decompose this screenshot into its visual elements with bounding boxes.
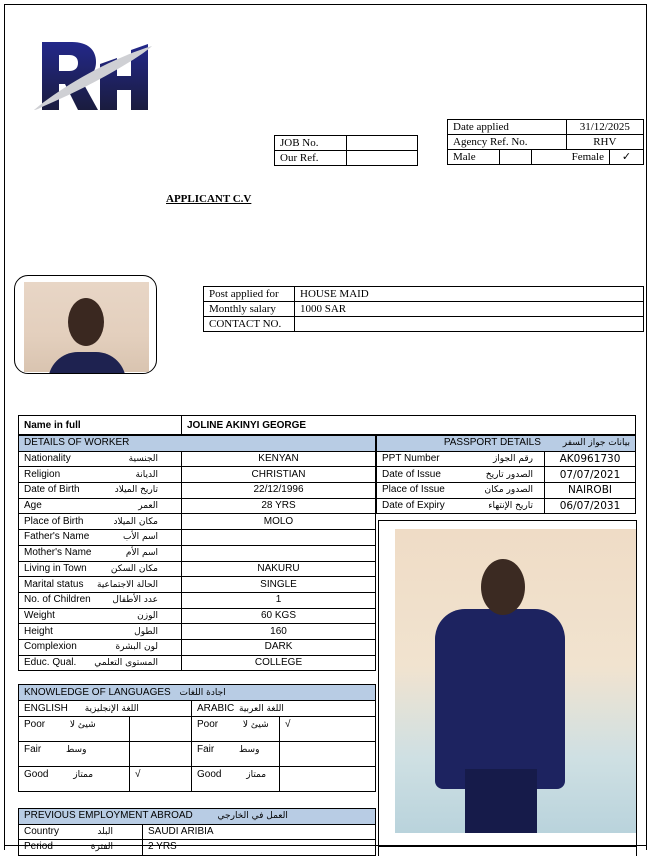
our-ref-value[interactable]: [347, 151, 418, 166]
our-ref-label: Our Ref.: [275, 151, 347, 166]
passport-table: [376, 435, 636, 514]
field-label-en: Living in Town: [24, 562, 87, 574]
field-label-en: Nationality: [24, 453, 71, 465]
language-level-row: [19, 717, 376, 742]
worker-field-label: [19, 592, 182, 608]
worker-field-label: [19, 530, 182, 546]
worker-field-value[interactable]: SINGLE: [182, 577, 376, 593]
worker-field-label: [19, 545, 182, 561]
level-en: Good: [24, 769, 49, 780]
level-ar: وسط: [239, 745, 260, 755]
rh-logo: [32, 36, 154, 116]
employment-field-value[interactable]: SAUDI ARIBIA: [143, 824, 376, 840]
languages-header-en: KNOWLEDGE OF LANGUAGES: [24, 686, 171, 698]
worker-row: [19, 483, 376, 499]
level-en: Good: [197, 769, 222, 780]
arabic-level-checkbox[interactable]: √: [280, 717, 376, 742]
date-applied-label: Date applied: [448, 120, 567, 135]
english-level-label: [19, 742, 130, 767]
passport-field-label: [377, 498, 545, 514]
field-label-ar: المستوى التعلمي: [94, 657, 158, 668]
passport-field-label: [377, 451, 545, 467]
level-en: Poor: [197, 719, 219, 730]
worker-row: [19, 624, 376, 640]
worker-field-value[interactable]: 1: [182, 592, 376, 608]
post-value[interactable]: HOUSE MAID: [295, 287, 644, 302]
worker-field-label: [19, 577, 182, 593]
employment-header: [19, 809, 376, 825]
male-label: Male: [448, 150, 500, 165]
field-label-ar: الجنسية: [128, 454, 158, 465]
field-label-en: Age: [24, 500, 42, 512]
level-en: Fair: [197, 744, 215, 755]
field-label-ar: اسم الأم: [125, 548, 158, 559]
worker-field-value[interactable]: MOLO: [182, 514, 376, 530]
name-label: Name in full: [19, 416, 182, 435]
level-en: Fair: [24, 744, 42, 755]
field-label-ar: تاريخ الميلاد: [114, 485, 158, 496]
arabic-level-label: [192, 717, 280, 742]
worker-field-value[interactable]: 160: [182, 624, 376, 640]
languages-header: [19, 685, 376, 701]
english-level-checkbox[interactable]: [130, 717, 192, 742]
worker-row: [19, 514, 376, 530]
passport-field-value[interactable]: AK0961730: [545, 451, 636, 467]
employment-field-label: [19, 840, 143, 856]
employment-table: [18, 808, 376, 856]
job-no-value[interactable]: [347, 136, 418, 151]
field-label-ar: الحالة الاجتماعية: [97, 579, 158, 590]
passport-row: [377, 483, 636, 499]
arabic-label: ARABIC: [197, 702, 235, 714]
application-table: [447, 119, 644, 165]
field-label-ar: رقم الجواز: [492, 454, 533, 465]
field-label-ar: تاريخ الإنتهاء: [488, 501, 533, 512]
worker-field-value[interactable]: COLLEGE: [182, 655, 376, 671]
contact-label: CONTACT NO.: [204, 317, 295, 332]
passport-field-label: [377, 483, 545, 499]
job-no-label: JOB No.: [275, 136, 347, 151]
employment-header-en: PREVIOUS EMPLOYMENT ABROAD: [24, 810, 193, 822]
field-label-ar: الصدور تاريخ: [485, 469, 533, 480]
job-ref-table: [274, 135, 418, 166]
passport-field-value[interactable]: 06/07/2031: [545, 498, 636, 514]
english-label: ENGLISH: [24, 702, 68, 714]
full-body-photo: [395, 529, 636, 833]
agency-ref-label: Agency Ref. No.: [448, 135, 567, 150]
worker-field-value[interactable]: 28 YRS: [182, 498, 376, 514]
worker-field-value[interactable]: NAKURU: [182, 561, 376, 577]
passport-photo: [24, 282, 149, 372]
date-applied-value[interactable]: 31/12/2025: [566, 120, 643, 135]
full-body-photo-frame: [378, 520, 637, 856]
agency-ref-value[interactable]: RHV: [566, 135, 643, 150]
worker-row: [19, 451, 376, 467]
field-label-ar: الطول: [134, 626, 158, 637]
worker-row: [19, 608, 376, 624]
field-label-en: Father's Name: [24, 531, 90, 543]
employment-field-label: [19, 824, 143, 840]
worker-row: [19, 467, 376, 483]
field-label-en: Country: [24, 825, 60, 837]
language-level-row: [19, 767, 376, 792]
field-label-ar: مكان السكن: [110, 563, 158, 574]
field-label-en: Religion: [24, 468, 61, 480]
worker-row: [19, 655, 376, 671]
worker-field-value[interactable]: CHRISTIAN: [182, 467, 376, 483]
employment-header-ar: العمل في الخارجي: [217, 811, 288, 822]
worker-row: [19, 639, 376, 655]
english-ar: اللغة الإنجليزية: [84, 703, 139, 714]
passport-row: [377, 451, 636, 467]
field-label-en: Place of Issue: [382, 484, 445, 496]
field-label-en: Mother's Name: [24, 547, 92, 559]
worker-field-value[interactable]: KENYAN: [182, 451, 376, 467]
field-label-ar: الصدور مكان: [484, 485, 533, 496]
worker-header: DETAILS OF WORKER: [19, 436, 376, 452]
english-level-label: [19, 767, 130, 792]
worker-field-value[interactable]: 60 KGS: [182, 608, 376, 624]
post-table: [203, 286, 644, 332]
worker-field-value[interactable]: 22/12/1996: [182, 483, 376, 499]
worker-field-label: [19, 514, 182, 530]
languages-table: [18, 684, 376, 792]
worker-field-label: [19, 467, 182, 483]
field-label-en: No. of Children: [24, 594, 91, 606]
level-ar: وسط: [66, 745, 87, 755]
worker-row: [19, 592, 376, 608]
passport-photo-frame: [14, 275, 157, 374]
field-label-ar: لون البشرة: [115, 642, 158, 653]
field-label-en: Height: [24, 625, 53, 637]
salary-label: Monthly salary: [204, 302, 295, 317]
worker-field-label: [19, 451, 182, 467]
arabic-level-label: [192, 742, 280, 767]
english-header: [19, 701, 192, 717]
employment-row: [19, 824, 376, 840]
worker-field-value[interactable]: DARK: [182, 639, 376, 655]
name-table: [18, 415, 636, 435]
arabic-level-checkbox[interactable]: [280, 767, 376, 792]
contact-value[interactable]: [295, 317, 644, 332]
level-en: Poor: [24, 719, 46, 730]
field-label-ar: الديانة: [135, 469, 158, 480]
field-label-en: Marital status: [24, 578, 84, 590]
languages-header-ar: اجادة اللغات: [179, 687, 226, 698]
worker-field-label: [19, 498, 182, 514]
worker-field-value[interactable]: [182, 545, 376, 561]
field-label-en: Period: [24, 841, 53, 853]
female-label: Female: [532, 150, 610, 165]
post-label: Post applied for: [204, 287, 295, 302]
worker-field-label: [19, 639, 182, 655]
field-label-ar: البلد: [97, 826, 113, 837]
document-title: APPLICANT C.V: [166, 193, 252, 205]
field-label-en: Date of Expiry: [382, 500, 445, 512]
employment-field-value[interactable]: 2 YRS: [143, 840, 376, 856]
worker-row: [19, 530, 376, 546]
worker-field-label: [19, 608, 182, 624]
field-label-en: Weight: [24, 609, 55, 621]
language-level-row: [19, 742, 376, 767]
field-label-ar: مكان الميلاد: [113, 516, 158, 527]
field-label-ar: اسم الأب: [123, 532, 158, 543]
worker-row: [19, 577, 376, 593]
passport-header: [377, 436, 636, 452]
female-checkbox[interactable]: ✓: [610, 150, 644, 165]
arabic-level-checkbox[interactable]: [280, 742, 376, 767]
passport-field-label: [377, 467, 545, 483]
employment-row: [19, 840, 376, 856]
male-checkbox[interactable]: [500, 150, 532, 165]
worker-details-table: [18, 435, 376, 671]
field-label-ar: الوزن: [137, 610, 158, 621]
field-label-en: PPT Number: [382, 453, 440, 465]
photo-bottom-line: [378, 846, 637, 847]
english-level-checkbox[interactable]: [130, 742, 192, 767]
field-label-en: Date of Issue: [382, 468, 441, 480]
worker-field-label: [19, 561, 182, 577]
field-label-ar: العمر: [138, 501, 158, 512]
level-ar: ممتاز: [73, 770, 94, 780]
arabic-level-label: [192, 767, 280, 792]
field-label-ar: عدد الأطفال: [112, 595, 158, 606]
level-ar: ممتاز: [246, 770, 267, 780]
worker-field-label: [19, 624, 182, 640]
arabic-header: [192, 701, 376, 717]
worker-field-value[interactable]: [182, 530, 376, 546]
arabic-ar: اللغة العربية: [239, 703, 284, 714]
worker-field-label: [19, 483, 182, 499]
english-level-checkbox[interactable]: √: [130, 767, 192, 792]
passport-field-value[interactable]: NAIROBI: [545, 483, 636, 499]
level-ar: شيئ لا: [69, 720, 96, 730]
level-ar: شيئ لا: [242, 720, 269, 730]
worker-row: [19, 561, 376, 577]
passport-header-ar: بيانات جواز السفر: [562, 438, 630, 449]
passport-row: [377, 467, 636, 483]
passport-header-en: PASSPORT DETAILS: [443, 437, 541, 449]
worker-row: [19, 545, 376, 561]
passport-row: [377, 498, 636, 514]
field-label-en: Educ. Qual.: [24, 656, 77, 668]
worker-field-label: [19, 655, 182, 671]
worker-row: [19, 498, 376, 514]
field-label-en: Place of Birth: [24, 515, 84, 527]
field-label-ar: الفترة: [90, 842, 113, 853]
name-value[interactable]: JOLINE AKINYI GEORGE: [182, 416, 636, 435]
field-label-en: Complexion: [24, 641, 77, 653]
field-label-en: Date of Birth: [24, 484, 80, 496]
english-level-label: [19, 717, 130, 742]
salary-value[interactable]: 1000 SAR: [295, 302, 644, 317]
passport-field-value[interactable]: 07/07/2021: [545, 467, 636, 483]
